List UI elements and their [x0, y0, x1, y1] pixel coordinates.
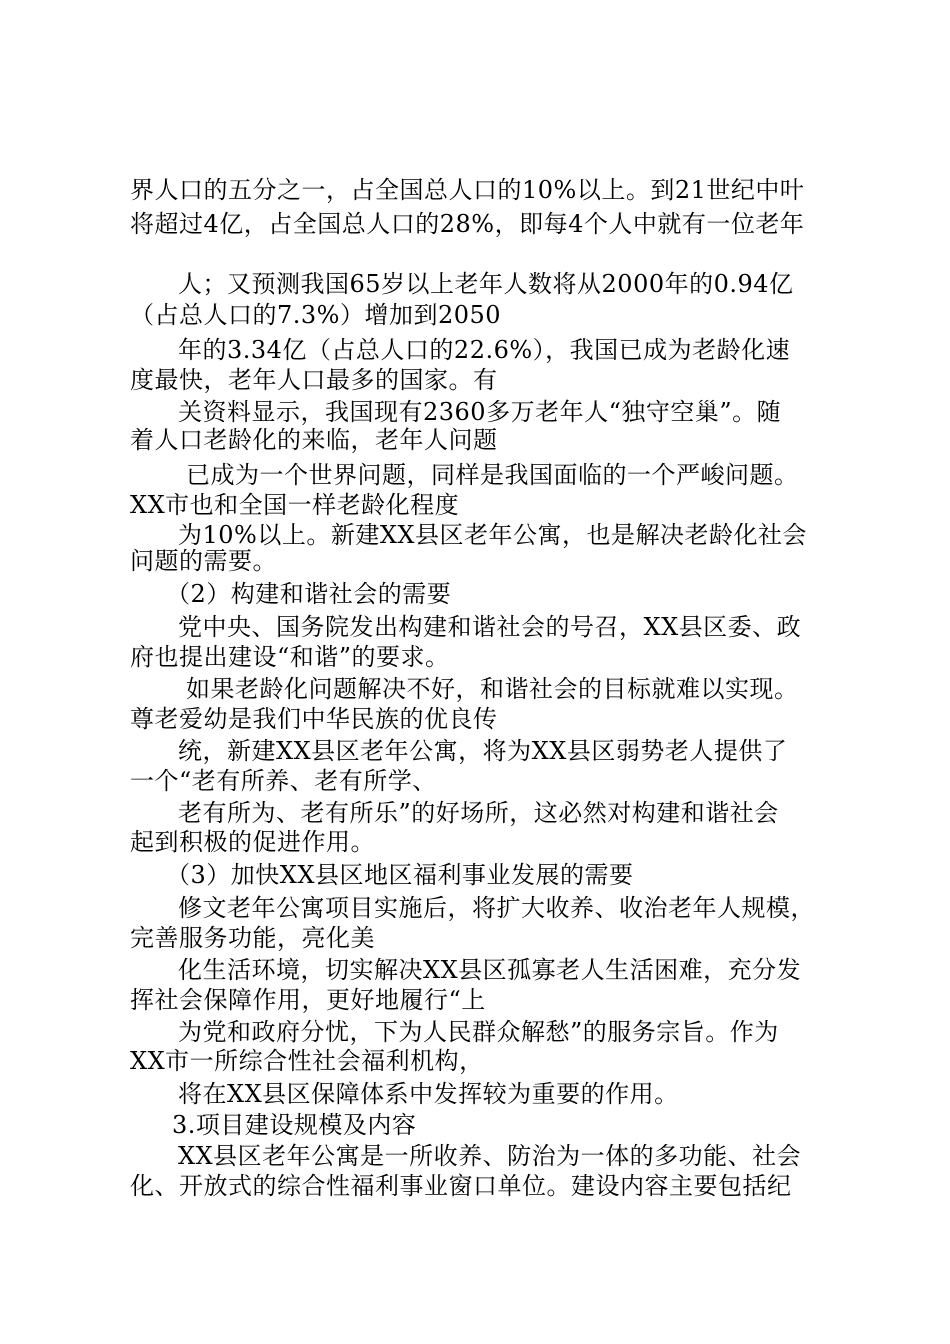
section-heading-2: （2）构建和谐社会的需要: [166, 580, 452, 608]
text-line-9: 已成为一个世界问题，同样是我国面临的一个严峻问题。: [186, 461, 799, 489]
text-line-26: 挥社会保障作用，更好地履行“上: [130, 986, 486, 1014]
text-line-19: 一个“老有所养、老有所学、: [130, 767, 437, 795]
text-line-2: 将超过4亿，占全国总人口的28%，即每4个人中就有一位老年: [130, 210, 805, 238]
text-line-4: （占总人口的7.3%）增加到2050: [130, 301, 502, 329]
text-line-12: 问题的需要。: [130, 547, 277, 575]
text-line-3: 人；又预测我国65岁以上老年人数将从2000年的0.94亿: [178, 270, 794, 298]
text-line-14: 党中央、国务院发出构建和谐社会的号召，XX县区委、政: [178, 613, 802, 641]
text-line-1: 界人口的五分之一，占全国总人口的10%以上。到21世纪中叶: [130, 176, 805, 204]
text-line-11: 为10%以上。新建XX县区老年公寓，也是解决老龄化社会: [178, 521, 808, 549]
section-heading-project: 3.项目建设规模及内容: [172, 1111, 417, 1139]
text-line-21: 起到积极的促进作用。: [130, 828, 375, 856]
text-line-32: 化、开放式的综合性福利事业窗口单位。建设内容主要包括纪: [130, 1172, 792, 1200]
text-line-28: XX市一所综合性社会福利机构，: [130, 1047, 484, 1075]
text-line-18: 统，新建XX县区老年公寓，将为XX县区弱势老人提供了: [178, 737, 788, 765]
text-line-10: XX市也和全国一样老龄化程度: [130, 491, 460, 519]
text-line-31: XX县区老年公寓是一所收养、防治为一体的多功能、社会: [178, 1142, 802, 1170]
text-line-24: 完善服务功能，亮化美: [130, 924, 375, 952]
text-line-16: 如果老龄化问题解决不好，和谐社会的目标就难以实现。: [186, 675, 799, 703]
text-line-15: 府也提出建设“和谐”的要求。: [130, 643, 450, 671]
text-line-29: 将在XX县区保障体系中发挥较为重要的作用。: [178, 1080, 679, 1108]
text-line-23: 修文老年公寓项目实施后，将扩大收养、收治老年人规模，: [178, 894, 815, 922]
text-line-25: 化生活环境，切实解决XX县区孤寡老人生活困难，充分发: [178, 956, 802, 984]
text-line-5: 年的3.34亿（占总人口的22.6%），我国已成为老龄化速: [178, 336, 791, 364]
section-heading-3: （3）加快XX县区地区福利事业发展的需要: [166, 861, 634, 889]
text-line-8: 着人口老龄化的来临，老年人问题: [130, 426, 498, 454]
text-line-27: 为党和政府分忧，下为人民群众解愁”的服务宗旨。作为: [178, 1018, 779, 1046]
text-line-17: 尊老爱幼是我们中华民族的优良传: [130, 705, 498, 733]
text-line-20: 老有所为、老有所乐”的好场所，这必然对构建和谐社会: [178, 799, 779, 827]
text-line-6: 度最快，老年人口最多的国家。有: [130, 366, 498, 394]
text-line-7: 关资料显示，我国现有2360多万老年人“独守空巢”。随: [178, 398, 782, 426]
